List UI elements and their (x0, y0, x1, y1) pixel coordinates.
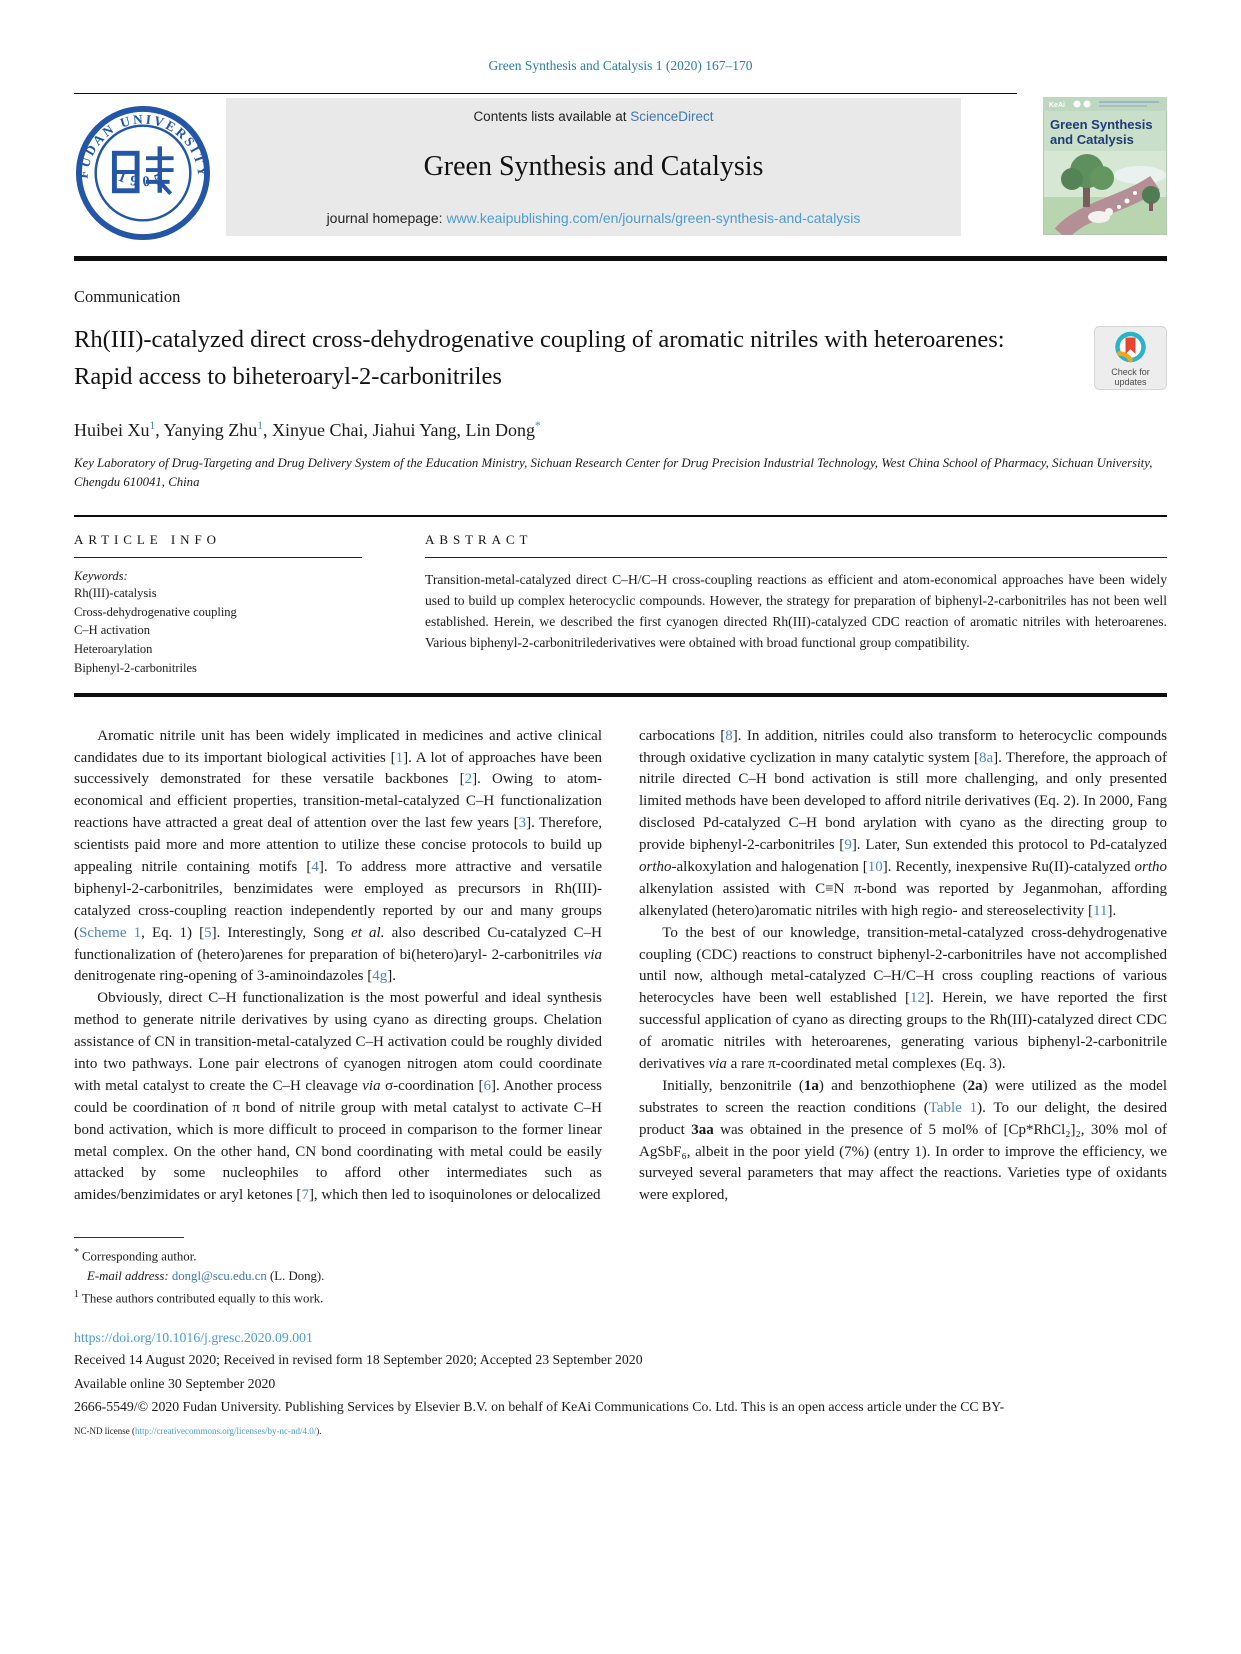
author-mark: 1 (257, 419, 264, 432)
received-dates: Received 14 August 2020; Received in revised form 18 September 2020; Accepted 23 September 2020 (74, 1352, 643, 1368)
journal-title: Green Synthesis and Catalysis (423, 151, 764, 182)
fudan-seal-icon (74, 104, 212, 242)
body-paragraph: Aromatic nitrile unit has been widely implicated in medicines and active clinical candidates due to its important biological activities [1]. A lot of approaches have been successively demonstrated for these versatile backbones [2]. Owing to atom-economical and efficient properties, transition-metal-catalyzed C–H functionalization reactions have attracted a great deal of attention over the last few years [3]. Therefore, scientists paid more and more attention to utilize these concise protocols to build up appealing nitrile containing motifs [4]. To address more attractive and versatile biphenyl-2-carbonitriles, benzimidates were employed as precursors in Rh(III)-catalyzed cross-coupling reaction independently reported by our and many groups (Scheme 1, Eq. 1) [5]. Interestingly, Song et al. also described Cu-catalyzed C–H functionalization of (hetero)arenes for preparation of bi(hetero)aryl- 2-carbonitriles via denitrogenate ring-opening of 3-aminoindazoles [4g]. (74, 727, 602, 985)
journal-cover-icon (1043, 97, 1167, 235)
check-for-updates-badge[interactable] (1094, 326, 1167, 396)
author-list (74, 420, 1167, 441)
article-title: Rh(III)-catalyzed direct cross-dehydrogenative coupling of aromatic nitriles with heteroarenes: Rapid access to biheteroaryl-2-carbonitriles (74, 326, 1005, 390)
cover-brand: KeAi (1049, 102, 1065, 109)
keyword-item: Biphenyl-2-carbonitriles (74, 660, 197, 675)
license-link[interactable]: http://creativecommons.org/licenses/by-nc-nd/4.0/ (134, 1426, 317, 1437)
body-left-column (74, 726, 602, 1208)
author-name: Huibei Xu (74, 419, 150, 440)
footnote-mark: * (74, 1247, 79, 1259)
seal-arc-text: FUDAN UNIVERSITY (75, 111, 211, 180)
license-prefix: NC-ND license ( (74, 1426, 135, 1437)
email-note (74, 1267, 594, 1287)
license-line (74, 1426, 1167, 1436)
doi-link[interactable]: https://doi.org/10.1016/j.gresc.2020.09.001 (74, 1330, 313, 1346)
badge-text-line2: updates (1114, 377, 1147, 387)
footnote-mark: 1 (74, 1289, 79, 1301)
equal-contribution-note (74, 1287, 594, 1309)
journal-cover-thumbnail (1043, 97, 1167, 240)
contents-prefix: Contents lists available at (473, 109, 631, 124)
article-type-label: Communication (74, 287, 181, 306)
article-footer (74, 1330, 1167, 1436)
check-for-updates-icon (1094, 326, 1167, 390)
cover-title-line2: and Catalysis (1050, 132, 1134, 147)
homepage-prefix: journal homepage: (326, 210, 447, 226)
fudan-university-logo (74, 98, 226, 247)
author-name: , Xinyue Chai, Jiahui Yang, Lin Dong (263, 419, 536, 440)
article-info-rule (74, 557, 362, 558)
abstract-heading: ABSTRACT (425, 531, 533, 547)
article-body (74, 726, 1167, 1208)
banner-gray-box (226, 98, 961, 236)
journal-banner (74, 98, 1167, 247)
contents-line (236, 109, 951, 124)
body-paragraph: Obviously, direct C–H functionalization is the most powerful and ideal synthesis method to generate nitrile derivatives by using cyano as directing groups. Chelation assistance of CN in transition-metal-catalyzed C–H activation could be roughly divided into two pathways. Lone pair electrons of cyanogen nitrogen atom could coordinate with metal catalyst to create the C–H cleavage via σ-coordination [6]. Another process could be coordination of π bond of nitrile group with metal catalyst to activate C–H bond activation, which is more difficult to proceed in comparison to the former linear metal complex. On the other hand, CN bond coordinating with metal could be easily attacked by some nucleophiles to afford other intermediates such as amides/benzimidates or aryl ketones [7], which then led to isoquinolones or delocalized (74, 990, 602, 1204)
cover-title-line1: Green Synthesis (1050, 117, 1153, 132)
badge-text-line1: Check for (1111, 367, 1150, 377)
abstract-text: Transition-metal-catalyzed direct C–H/C–H cross-coupling reactions as efficient and atom-economical approaches have been widely used to build up complex heterocyclic compounds. However, the strategy for preparation of biphenyl-2-carbonitriles has not been well established. Herein, we described the first cyanogen directed Rh(III)-catalyzed CDC reaction of aromatic nitriles with heteroarenes. Various biphenyl-2-carbonitrilederivatives were obtained with broad functional group compatibility. (425, 571, 1167, 651)
email-suffix: (L. Dong). (266, 1269, 325, 1284)
sciencedirect-link[interactable]: ScienceDirect (630, 109, 714, 124)
author-mark: * (535, 419, 541, 432)
corresponding-author-note (74, 1245, 594, 1267)
author-mark: 1 (149, 419, 156, 432)
email-label: E-mail address: (87, 1269, 172, 1284)
journal-citation: Green Synthesis and Catalysis 1 (2020) 167–170 (488, 58, 753, 73)
footnote-text: Corresponding author. (82, 1249, 197, 1264)
keyword-item: Cross-dehydrogenative coupling (74, 604, 237, 619)
affiliation: Key Laboratory of Drug-Targeting and Drug Delivery System of the Education Ministry, Sichuan Research Center for Drug Precision Industrial Technology, West China School of Pharmacy, Sichuan University, Chengdu 610041, China (74, 455, 1153, 489)
author-name: , Yanying Zhu (155, 419, 258, 440)
abstract-bottom-rule (74, 693, 1167, 697)
body-paragraph: carbocations [8]. In addition, nitriles could also transform to heterocyclic compounds through oxidative cyclization in many catalytic system [8a]. Therefore, the approach of nitrile directed C–H bond activation is still more challenging, and only presented limited methods have been developed to afford nitrile derivatives (Eq. 2). In 2000, Fang disclosed Pd-catalyzed C–H bond arylation with cyano as the directing group to provide biphenyl-2-carbonitriles [9]. Later, Sun extended this protocol to Pd-catalyzed ortho-alkoxylation and halogenation [10]. Recently, inexpensive Ru(II)-catalyzed ortho alkenylation assisted with C≡N π-bond was reported by Jeganmohan, affording alkenylated (hetero)aromatic nitriles with high regio- and stereoselectivity [11]. (639, 727, 1168, 919)
footnotes (74, 1237, 594, 1309)
banner-top-rule (74, 93, 1017, 94)
keyword-item: Heteroarylation (74, 642, 153, 657)
body-paragraph: Initially, benzonitrile (1a) and benzothiophene (2a) were utilized as the model substrates to screen the reaction conditions (Table 1). To our delight, the desired product 3aa was obtained in the presence of 5 mol% of [Cp*RhCl₂]₂, 30% mol of AgSbF₆, albeit in the poor yield (7%) (entry 1). In order to improve the efficiency, we surveyed several parameters that may affect the reactions. Varieties type of oxidants were explored, (639, 1077, 1167, 1204)
cover-illustration (1044, 151, 1166, 234)
license-suffix: ). (316, 1426, 322, 1437)
homepage-line (236, 210, 951, 226)
homepage-link[interactable]: www.keaipublishing.com/en/journals/green-synthesis-and-catalysis (446, 210, 861, 226)
footnote-rule (74, 1237, 184, 1238)
keywords-label: Keywords: (74, 568, 128, 583)
banner-bottom-rule (74, 256, 1167, 261)
abstract-section (425, 532, 1167, 678)
body-right-column (639, 726, 1167, 1208)
seal-year-text: 1905 (115, 168, 171, 191)
available-online: Available online 30 September 2020 (74, 1375, 276, 1391)
keyword-item: Rh(III)-catalysis (74, 585, 157, 600)
footnote-text: These authors contributed equally to this work. (82, 1291, 324, 1306)
article-info-heading: ARTICLE INFO (74, 531, 221, 547)
body-paragraph: To the best of our knowledge, transition-metal-catalyzed cross-dehydrogenative coupling (CDC) reactions to construct biphenyl-2-carbonitriles have not accomplished until now, although metal-catalyzed C–H/C–H cross coupling reactions of various heterocycles have been well established [12]. Herein, we have reported the first successful application of cyano as directing groups to the Rh(III)-catalyzed direct CDC of aromatic nitriles with heteroarenes, generating various biphenyl-2-carbonitrile derivatives via a rare π-coordinated metal complexes (Eq. 3). (639, 924, 1167, 1072)
copyright-line: 2666-5549/© 2020 Fudan University. Publishing Services by Elsevier B.V. on behalf of KeAi Communications Co. Ltd. This is an open access article under the CC BY- (74, 1399, 1005, 1415)
abstract-rule (425, 557, 1167, 558)
article-info-section (74, 532, 362, 678)
keyword-item: C–H activation (74, 623, 151, 638)
section-divider (74, 515, 1167, 517)
email-link[interactable]: dongl@scu.edu.cn (171, 1269, 267, 1284)
